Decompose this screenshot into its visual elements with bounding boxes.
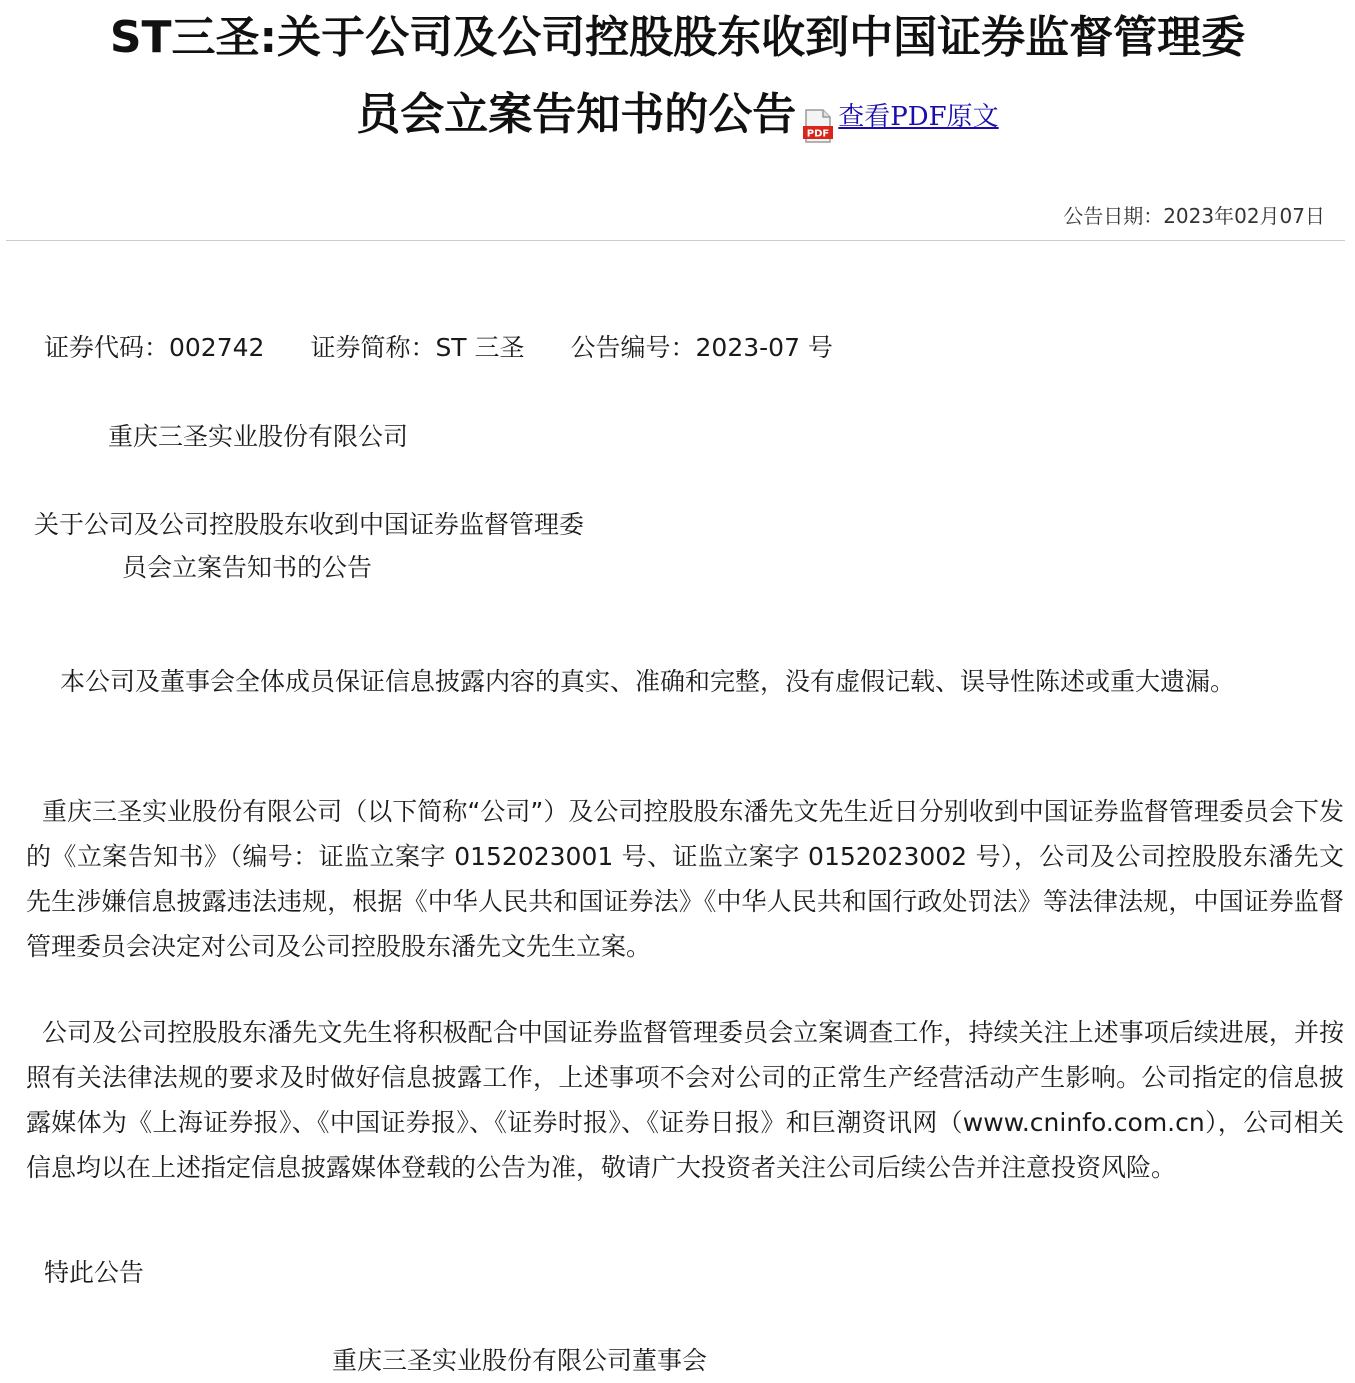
stock-short-name: 证券简称：ST 三圣 (310, 333, 525, 362)
company-name-heading: 重庆三圣实业股份有限公司 (108, 422, 409, 451)
page-title-line-2-text: 员会立案告知书的公告 (356, 89, 797, 140)
closing-remark: 特此公告 (44, 1258, 145, 1287)
notice-number: 公告编号：2023-07 号 (570, 333, 833, 362)
header-divider (6, 240, 1345, 241)
page-title-line-1: ST三圣:关于公司及公司控股股东收到中国证券监督管理委 (109, 12, 1246, 63)
view-pdf-link[interactable]: 查看PDF原文 (838, 102, 999, 132)
stock-info-row (44, 325, 833, 370)
paragraph-case-notice: 重庆三圣实业股份有限公司（以下简称“公司”）及公司控股股东潘先文先生近日分别收到中国证券监督管理委员会下发的《立案告知书》（编号：证监立案字 0152023001 号、证监立案字 0152023002 号），公司及公司控股股东潘先文先生涉嫌信息披露违法违规，根据《中华人民共和国证券法》《中华人民共和国行政处罚法》等法律法规，中国证券监督管理委员会决定对公司及公司控股股东潘先文先生立案。 (26, 797, 1344, 961)
paragraph-cooperation: 公司及公司控股股东潘先文先生将积极配合中国证券监督管理委员会立案调查工作，持续关注上述事项后续进展，并按照有关法律法规的要求及时做好信息披露工作，上述事项不会对公司的正常生产经营活动产生影响。公司指定的信息披露媒体为《上海证券报》、《中国证券报》、《证券时报》、《证券日报》和巨潮资讯网（www.cninfo.com.cn），公司相关信息均以在上述指定信息披露媒体登载的公告为准，敬请广大投资者关注公司后续公告并注意投资风险。 (26, 1018, 1344, 1182)
page-title-line-2 (20, 80, 1335, 150)
title-block (0, 0, 1355, 150)
stock-code: 证券代码：002742 (44, 333, 265, 362)
notice-subtitle-line-1: 关于公司及公司控股股东收到中国证券监督管理委 (34, 510, 585, 539)
pdf-icon[interactable] (802, 95, 834, 140)
paragraph-board-guarantee: 本公司及董事会全体成员保证信息披露内容的真实、准确和完整，没有虚假记载、误导性陈述或重大遗漏。 (60, 667, 1236, 696)
announcement-date: 公告日期：2023年02月07日 (1063, 204, 1325, 228)
signature-board: 重庆三圣实业股份有限公司董事会 (332, 1346, 708, 1375)
notice-subtitle-line-2: 员会立案告知书的公告 (122, 553, 373, 582)
pdf-icon-label: PDF (807, 128, 830, 140)
